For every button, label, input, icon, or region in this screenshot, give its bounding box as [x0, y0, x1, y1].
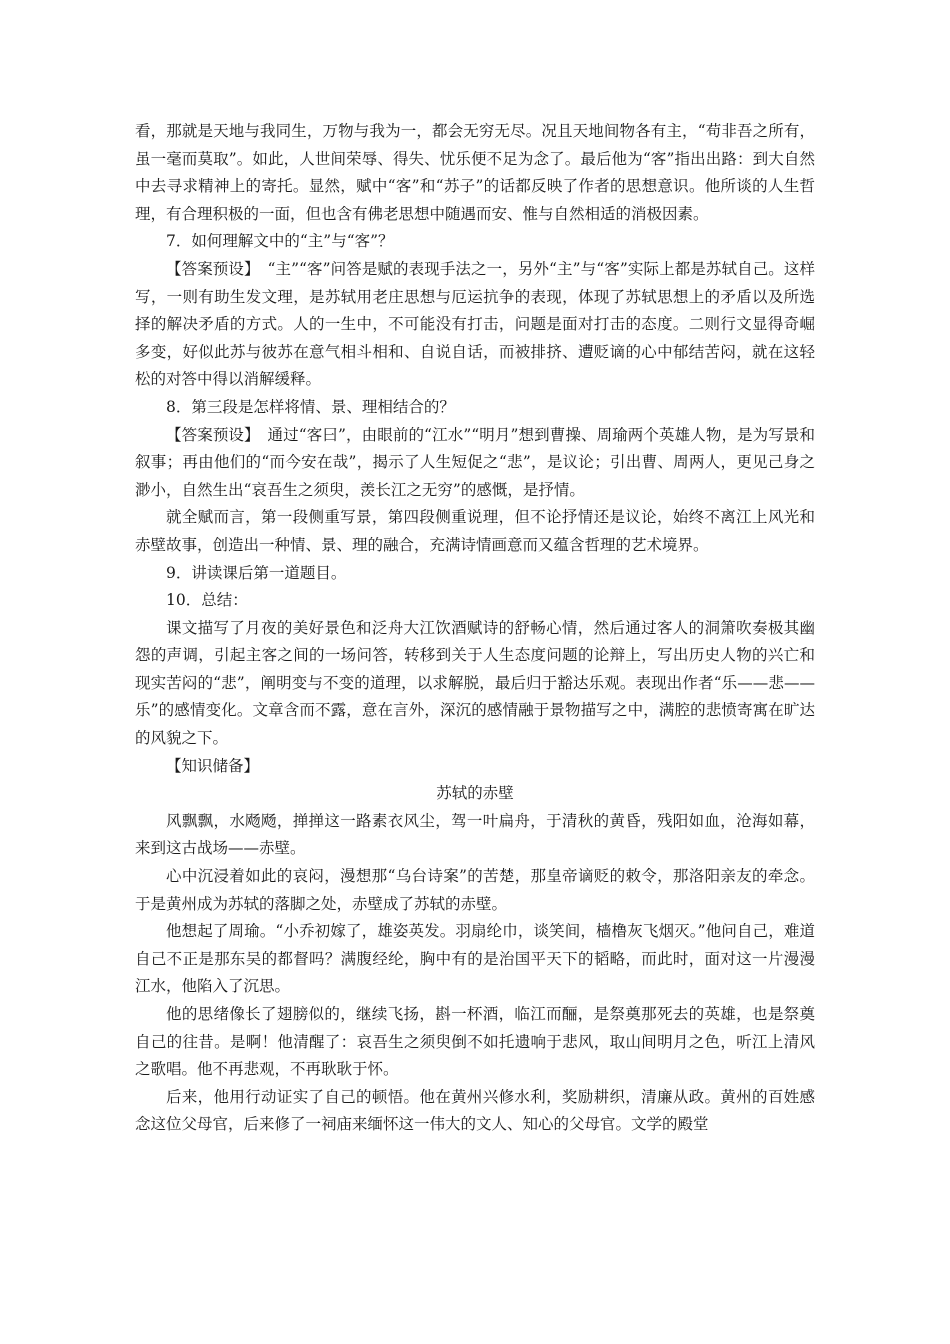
paragraph-continuation: 看，那就是天地与我同生，万物与我为一，都会无穷无尽。况且天地间物各有主，“苟非吾之所有，虽一毫而莫取”。如此，人世间荣辱、得失、忧乐便不足为念了。最后他为“客”指出出路：到大自然中去寻求精神上的寄托。显然，赋中“客”和“苏子”的话都反映了作者的思想意识。他所谈的人生哲理，有合理积极的一面，但也含有佛老思想中随遇而安、惟与自然相适的消极因素。 — [135, 122, 815, 223]
knowledge-heading: 【知识储备】 — [166, 756, 260, 775]
essay-paragraph-2: 心中沉浸着如此的哀闷，漫想那“乌台诗案”的苦楚，那皇帝谪贬的敕令，那洛阳亲友的牵念。于是黄州成为苏轼的落脚之处，赤壁成了苏轼的赤壁。 — [135, 867, 815, 913]
document-page — [135, 118, 815, 1139]
answer-8-continued: 就全赋而言，第一段侧重写景，第四段侧重说理，但不论抒情还是议论，始终不离江上风光和赤壁故事，创造出一种情、景、理的融合，充满诗情画意而又蕴含哲理的艺术境界。 — [135, 508, 815, 554]
essay-paragraph-5: 后来，他用行动证实了自己的顿悟。他在黄州兴修水利，奖励耕织，清廉从政。黄州的百姓感念这位父母官，后来修了一祠庙来缅怀这一伟大的文人、知心的父母官。文学的殿堂 — [135, 1087, 815, 1134]
summary-paragraph: 课文描写了月夜的美好景色和泛舟大江饮酒赋诗的舒畅心情，然后通过客人的洞箫吹奏极其幽怨的声调，引起主客之间的一场问答，转移到关于人生态度问题的论辩上，写出历史人物的兴亡和现实苦闷的“悲”，阐明变与不变的道理，以求解脱，最后归于豁达乐观。表现出作者“乐——悲——乐”的感情变化。文章含而不露，意在言外，深沉的感情融于景物描写之中，满腔的悲愤寄寓在旷达的风貌之下。 — [135, 618, 815, 748]
essay-title: 苏轼的赤壁 — [436, 784, 514, 803]
essay-paragraph-3: 他想起了周瑜。“小乔初嫁了，雄姿英发。羽扇纶巾，谈笑间，樯橹灰飞烟灭。”他问自己，难道自己不正是那东吴的都督吗？满腹经纶，胸中有的是治国平天下的韬略，而此时，面对这一片漫漫江水，他陷入了沉思。 — [135, 922, 815, 996]
question-9: 9．讲读课后第一道题目。 — [166, 563, 347, 582]
essay-paragraph-4: 他的思绪像长了翅膀似的，继续飞扬，斟一杯酒，临江而酾，是祭奠那死去的英雄，也是祭奠自己的往昔。是啊！他清醒了：哀吾生之须臾倒不如托遗响于悲风，取山间明月之色，听江上清风之歌唱。他不再悲观，不再耿耿于怀。 — [135, 1005, 815, 1079]
answer-8: 【答案预设】 通过“客曰”，由眼前的“江水”“明月”想到曹操、周瑜两个英雄人物，是为写景和叙事；再由他们的“而今安在哉”，揭示了人生短促之“悲”，是议论；引出曹、周两人，更见己身之渺小，自然生出“哀吾生之须臾，羡长江之无穷”的感慨，是抒情。 — [135, 425, 815, 499]
answer-7: 【答案预设】 “主”“客”问答是赋的表现手法之一，另外“主”与“客”实际上都是苏轼自己。这样写，一则有助生发文理，是苏轼用老庄思想与厄运抗争的表现，体现了苏轼思想上的矛盾以及所选择的解决矛盾的方式。人的一生中，不可能没有打击，问题是面对打击的态度。二则行文显得奇崛多变，好似此苏与彼苏在意气相斗相和、自说自话，而被排挤、遭贬谪的心中郁结苦闷，就在这轻松的对答中得以消解缓释。 — [135, 259, 815, 389]
question-8: 8．第三段是怎样将情、景、理相结合的？ — [166, 397, 455, 416]
question-7: 7．如何理解文中的“主”与“客”？ — [166, 232, 394, 251]
question-10: 10．总结： — [166, 591, 248, 610]
essay-paragraph-1: 风飘飘，水飏飏，掸掸这一路素衣风尘，驾一叶扁舟，于清秋的黄昏，残阳如血，沧海如幕，来到这古战场——赤壁。 — [135, 811, 815, 858]
